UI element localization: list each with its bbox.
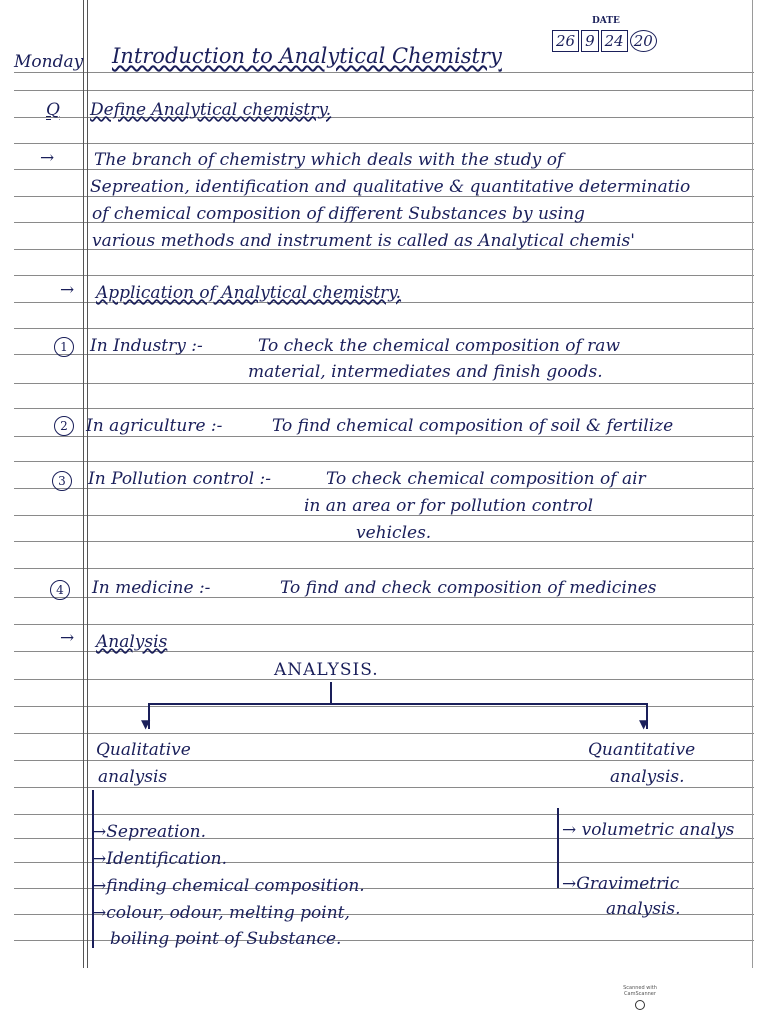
quantitative-item: analysis. (606, 899, 681, 919)
application-label: In Industry :- (90, 336, 203, 356)
qualitative-item: →colour, odour, melting point, (92, 903, 350, 923)
date-box (548, 16, 676, 56)
date-month: 9 (581, 30, 599, 52)
application-text: To check the chemical composition of raw (258, 336, 620, 356)
ruled-line (14, 72, 754, 73)
ruled-line (14, 679, 754, 680)
date-extra: 20 (630, 30, 657, 52)
item-number-1: 1 (54, 337, 74, 357)
left-column-line (92, 790, 94, 948)
date-day: 26 (552, 30, 579, 52)
ruled-line (14, 275, 754, 276)
application-text: To find chemical composition of soil & fertilize (272, 416, 674, 436)
answer-line: various methods and instrument is called as Analytical chemis' (92, 231, 635, 251)
qualitative-title: Qualitative (96, 740, 191, 760)
application-text: in an area or for pollution control (304, 496, 594, 516)
scanner-text: Scanned with CamScanner (623, 985, 657, 997)
ruled-line (14, 624, 754, 625)
qualitative-item: →finding chemical composition. (92, 876, 365, 896)
application-text: To check chemical composition of air (326, 469, 646, 489)
answer-line: Sepreation, identification and qualitative & quantitative determinatio (90, 177, 691, 197)
applications-heading: Application of Analytical chemistry. (96, 283, 402, 303)
margin-line (83, 0, 84, 968)
ruled-line (14, 787, 754, 788)
right-column-line (557, 808, 559, 888)
analysis-root: ANALYSIS. (274, 660, 379, 680)
application-label: In medicine :- (92, 578, 211, 598)
ruled-line (14, 568, 754, 569)
day-label: Monday (14, 52, 84, 72)
qualitative-title: analysis (98, 767, 168, 787)
answer-line: The branch of chemistry which deals with the study of (94, 150, 564, 170)
application-label: In agriculture :- (86, 416, 223, 436)
scanner-logo-icon (635, 1000, 645, 1010)
down-arrow-icon: ▼ (639, 717, 649, 731)
date-cells (552, 30, 657, 52)
qualitative-item: →Identification. (92, 849, 227, 869)
ruled-line (14, 814, 754, 815)
item-number-3: 3 (52, 471, 72, 491)
page-title: Introduction to Analytical Chemistry (112, 44, 502, 68)
tree-branch (148, 703, 648, 705)
application-label: In Pollution control :- (88, 469, 271, 489)
ruled-line (14, 733, 754, 734)
item-number-2: 2 (54, 416, 74, 436)
ruled-line (14, 408, 754, 409)
tree-stem (330, 682, 332, 704)
application-text: To find and check composition of medicines (280, 578, 657, 598)
quantitative-item: →Gravimetric (562, 874, 680, 894)
ruled-line (14, 461, 754, 462)
date-year: 24 (601, 30, 628, 52)
page-right-edge (752, 0, 753, 968)
answer-arrow-icon: → (40, 148, 55, 168)
date-label: DATE (592, 16, 620, 26)
question-text: Define Analytical chemistry. (90, 100, 332, 120)
down-arrow-icon: ▼ (141, 717, 151, 731)
ruled-line (14, 436, 754, 437)
question-marker: Q (46, 100, 60, 120)
quantitative-title: analysis. (610, 767, 685, 787)
application-text: vehicles. (356, 523, 432, 543)
qualitative-item: →Sepreation. (92, 822, 207, 842)
ruled-line (14, 328, 754, 329)
answer-line: of chemical composition of different Substances by using (92, 204, 585, 224)
ruled-line (14, 706, 754, 707)
application-text: material, intermediates and finish goods. (248, 362, 603, 382)
ruled-line (14, 143, 754, 144)
quantitative-title: Quantitative (588, 740, 696, 760)
qualitative-item: boiling point of Substance. (110, 929, 342, 949)
quantitative-item: → volumetric analys (562, 820, 735, 840)
scanner-watermark (622, 985, 658, 1011)
ruled-line (14, 90, 754, 91)
item-number-4: 4 (50, 580, 70, 600)
ruled-line (14, 383, 754, 384)
analysis-heading: Analysis (96, 632, 168, 652)
applications-arrow-icon: → (60, 280, 75, 300)
ruled-line (14, 760, 754, 761)
analysis-arrow-icon: → (60, 628, 75, 648)
